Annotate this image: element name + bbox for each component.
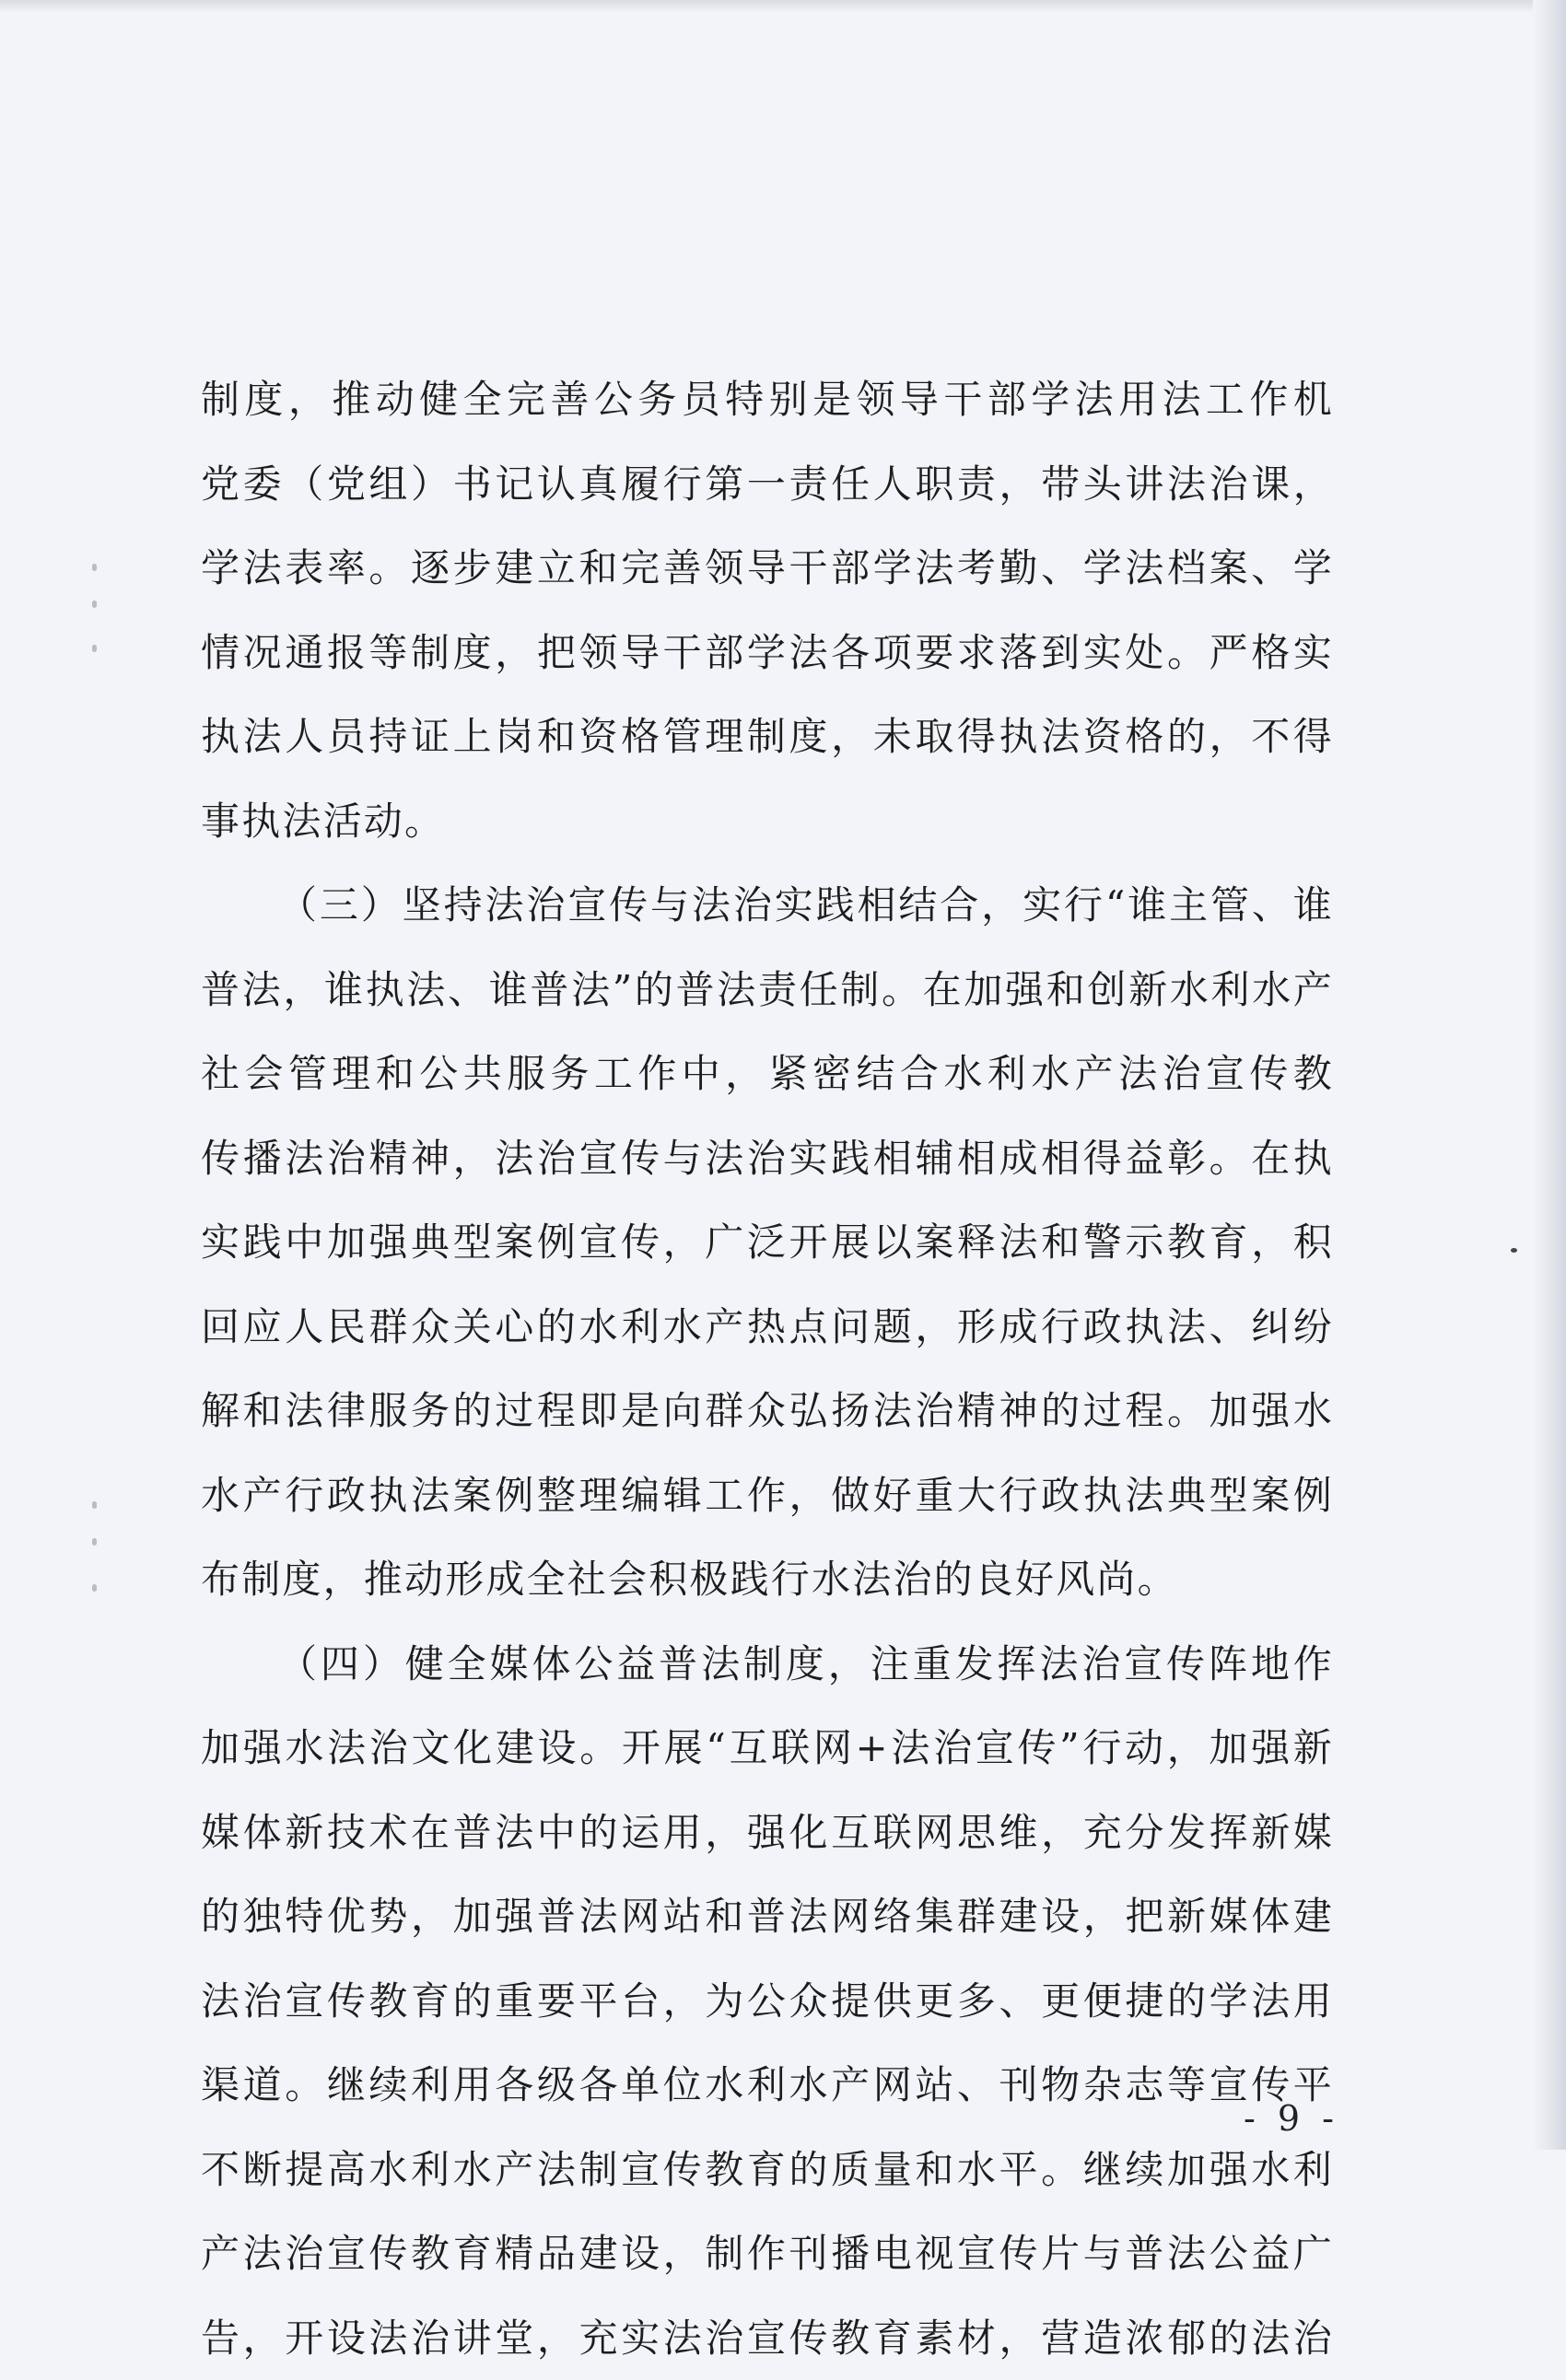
text-line: 学法表率。逐步建立和完善领导干部学法考勤、学法档案、学 [201, 526, 1334, 611]
text-line: 执法人员持证上岗和资格管理制度，未取得执法资格的，不得 [201, 694, 1334, 779]
text-line: 普法，谁执法、谁普法”的普法责任制。在加强和创新水利水产 [201, 948, 1334, 1032]
binding-holes [92, 0, 105, 2150]
section-heading-line: （四）健全媒体公益普法制度，注重发挥法治宣传阵地作 [201, 1622, 1334, 1707]
binding-hole [92, 564, 97, 571]
text-line: 的独特优势，加强普法网站和普法网络集群建设，把新媒体建 [201, 1874, 1334, 1959]
text-line: 渠道。继续利用各级各单位水利水产网站、刊物杂志等宣传平 [201, 2043, 1334, 2128]
text-line: 解和法律服务的过程即是向群众弘扬法治精神的过程。加强水 [201, 1369, 1334, 1453]
text-line: 回应人民群众关心的水利水产热点问题，形成行政执法、纠纷 [201, 1285, 1334, 1370]
text-line: 不断提高水利水产法制宣传教育的质量和水平。继续加强水利 [201, 2128, 1334, 2212]
text-line: 社会管理和公共服务工作中，紧密结合水利水产法治宣传教 [201, 1032, 1334, 1116]
text-line: 加强水法治文化建设。开展“互联网+法治宣传”行动，加强新 [201, 1706, 1334, 1791]
text-line: 传播法治精神，法治宣传与法治实践相辅相成相得益彰。在执 [201, 1116, 1334, 1201]
text-line: 产法治宣传教育精品建设，制作刊播电视宣传片与普法公益广 [201, 2211, 1334, 2296]
text-line: 制度，推动健全完善公务员特别是领导干部学法用法工作机 [201, 357, 1334, 442]
binding-hole [92, 645, 97, 652]
binding-hole [92, 1501, 97, 1509]
text-line: 水产行政执法案例整理编辑工作，做好重大行政执法典型案例 [201, 1453, 1334, 1538]
text-line: 党委（党组）书记认真履行第一责任人职责，带头讲法治课， [201, 442, 1334, 527]
binding-hole [92, 1538, 97, 1546]
scan-edge-right [1533, 0, 1566, 2150]
binding-hole [92, 1584, 97, 1592]
text-line: 媒体新技术在普法中的运用，强化互联网思维，充分发挥新媒 [201, 1791, 1334, 1875]
text-line: 情况通报等制度，把领导干部学法各项要求落到实处。严格实 [201, 611, 1334, 695]
text-line: 事执法活动。 [201, 779, 1334, 864]
scan-speck [1511, 1248, 1517, 1253]
scan-edge-top [0, 0, 1566, 13]
binding-hole [92, 601, 97, 608]
text-line: 实践中加强典型案例宣传，广泛开展以案释法和警示教育，积 [201, 1200, 1334, 1285]
page-number: - 9 - [1244, 2098, 1339, 2139]
text-line: 法治宣传教育的重要平台，为公众提供更多、更便捷的学法用 [201, 1959, 1334, 2044]
text-line: 告，开设法治讲堂，充实法治宣传教育素材，营造浓郁的法治 [201, 2296, 1334, 2380]
document-body [201, 357, 1334, 2380]
section-heading-line: （三）坚持法治宣传与法治实践相结合，实行“谁主管、谁 [201, 863, 1334, 948]
text-line: 布制度，推动形成全社会积极践行水法治的良好风尚。 [201, 1537, 1334, 1622]
